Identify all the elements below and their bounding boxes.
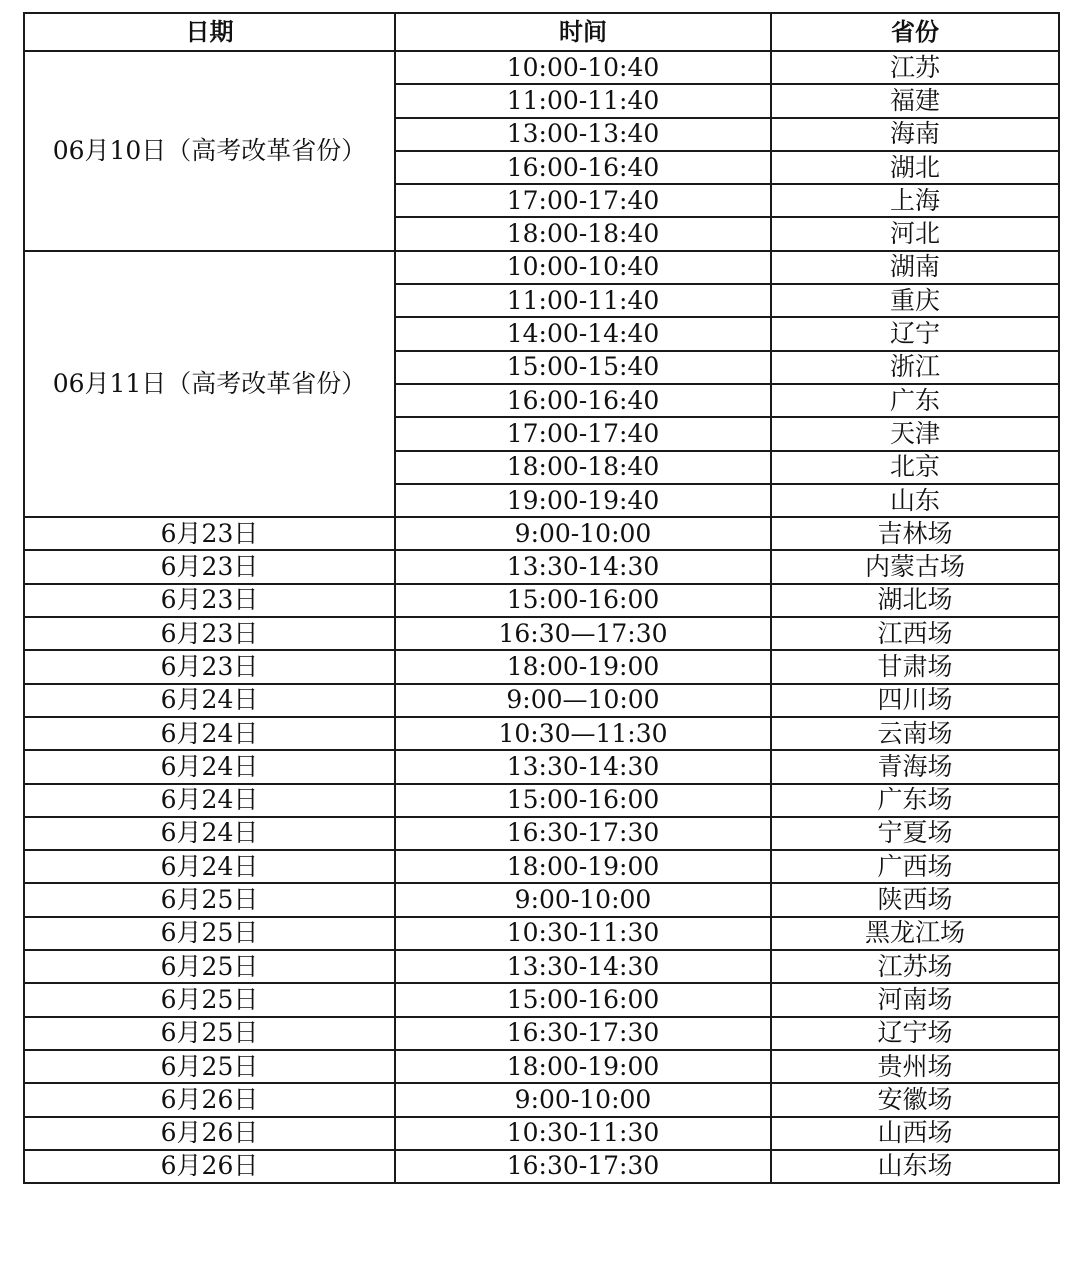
time-cell: 15:00-16:00 (395, 784, 771, 817)
table-row (24, 684, 1059, 717)
header-time: 时间 (395, 13, 771, 51)
date-cell: 6月25日 (24, 1050, 395, 1083)
time-cell: 13:30-14:30 (395, 750, 771, 783)
time-cell: 11:00-11:40 (395, 84, 771, 117)
province-cell: 广西场 (771, 850, 1059, 883)
table-row (24, 950, 1059, 983)
time-cell: 19:00-19:40 (395, 484, 771, 517)
time-cell: 16:30—17:30 (395, 617, 771, 650)
province-cell: 陕西场 (771, 883, 1059, 916)
time-cell: 11:00-11:40 (395, 284, 771, 317)
time-cell: 16:00-16:40 (395, 151, 771, 184)
province-cell: 福建 (771, 84, 1059, 117)
table-row (24, 550, 1059, 583)
table-row (24, 1017, 1059, 1050)
province-cell: 宁夏场 (771, 817, 1059, 850)
date-cell: 6月23日 (24, 550, 395, 583)
time-cell: 16:30-17:30 (395, 817, 771, 850)
date-cell: 6月23日 (24, 584, 395, 617)
table-row (24, 1150, 1059, 1183)
time-cell: 10:30-11:30 (395, 917, 771, 950)
date-cell: 6月24日 (24, 717, 395, 750)
header-date: 日期 (24, 13, 395, 51)
time-cell: 10:30—11:30 (395, 717, 771, 750)
table-row (24, 750, 1059, 783)
time-cell: 9:00-10:00 (395, 1083, 771, 1116)
time-cell: 18:00-19:00 (395, 1050, 771, 1083)
date-group-cell: 06月10日（高考改革省份） (24, 51, 395, 251)
time-cell: 10:30-11:30 (395, 1117, 771, 1150)
province-cell: 湖北场 (771, 584, 1059, 617)
province-cell: 内蒙古场 (771, 550, 1059, 583)
province-cell: 山东 (771, 484, 1059, 517)
province-cell: 天津 (771, 417, 1059, 450)
time-cell: 9:00-10:00 (395, 883, 771, 916)
table-row (24, 717, 1059, 750)
province-cell: 河北 (771, 217, 1059, 250)
date-cell: 6月24日 (24, 850, 395, 883)
table-row (24, 917, 1059, 950)
time-cell: 16:30-17:30 (395, 1150, 771, 1183)
time-cell: 10:00-10:40 (395, 51, 771, 84)
table-row (24, 983, 1059, 1016)
province-cell: 江苏场 (771, 950, 1059, 983)
time-cell: 17:00-17:40 (395, 417, 771, 450)
province-cell: 辽宁 (771, 317, 1059, 350)
province-cell: 北京 (771, 451, 1059, 484)
date-group-cell: 06月11日（高考改革省份） (24, 251, 395, 517)
time-cell: 17:00-17:40 (395, 184, 771, 217)
header-row (24, 13, 1059, 51)
date-cell: 6月24日 (24, 684, 395, 717)
province-cell: 浙江 (771, 351, 1059, 384)
table-row (24, 517, 1059, 550)
table-row (24, 850, 1059, 883)
date-cell: 6月26日 (24, 1150, 395, 1183)
table-row (24, 617, 1059, 650)
province-cell: 云南场 (771, 717, 1059, 750)
province-cell: 贵州场 (771, 1050, 1059, 1083)
date-cell: 6月26日 (24, 1117, 395, 1150)
table-row (24, 784, 1059, 817)
province-cell: 吉林场 (771, 517, 1059, 550)
province-cell: 辽宁场 (771, 1017, 1059, 1050)
province-cell: 重庆 (771, 284, 1059, 317)
province-cell: 广东场 (771, 784, 1059, 817)
time-cell: 16:30-17:30 (395, 1017, 771, 1050)
date-cell: 6月24日 (24, 750, 395, 783)
table-row (24, 650, 1059, 683)
table-row (24, 1117, 1059, 1150)
time-cell: 18:00-18:40 (395, 217, 771, 250)
time-cell: 15:00-16:00 (395, 584, 771, 617)
table-body (24, 51, 1059, 1183)
province-cell: 上海 (771, 184, 1059, 217)
time-cell: 15:00-16:00 (395, 983, 771, 1016)
time-cell: 16:00-16:40 (395, 384, 771, 417)
table-row (24, 1050, 1059, 1083)
time-cell: 9:00—10:00 (395, 684, 771, 717)
date-cell: 6月26日 (24, 1083, 395, 1116)
date-cell: 6月23日 (24, 650, 395, 683)
province-cell: 江苏 (771, 51, 1059, 84)
time-cell: 13:30-14:30 (395, 950, 771, 983)
time-cell: 15:00-15:40 (395, 351, 771, 384)
province-cell: 河南场 (771, 983, 1059, 1016)
date-cell: 6月23日 (24, 617, 395, 650)
time-cell: 18:00-19:00 (395, 850, 771, 883)
province-cell: 山东场 (771, 1150, 1059, 1183)
province-cell: 甘肃场 (771, 650, 1059, 683)
time-cell: 13:00-13:40 (395, 118, 771, 151)
province-cell: 黑龙江场 (771, 917, 1059, 950)
table-row (24, 883, 1059, 916)
date-cell: 6月25日 (24, 883, 395, 916)
time-cell: 14:00-14:40 (395, 317, 771, 350)
schedule-table (23, 12, 1060, 1184)
time-cell: 18:00-19:00 (395, 650, 771, 683)
table-row (24, 1083, 1059, 1116)
header-province: 省份 (771, 13, 1059, 51)
date-cell: 6月25日 (24, 1017, 395, 1050)
province-cell: 广东 (771, 384, 1059, 417)
province-cell: 青海场 (771, 750, 1059, 783)
table-row (24, 584, 1059, 617)
date-cell: 6月25日 (24, 917, 395, 950)
province-cell: 江西场 (771, 617, 1059, 650)
date-cell: 6月25日 (24, 950, 395, 983)
date-cell: 6月24日 (24, 817, 395, 850)
date-cell: 6月24日 (24, 784, 395, 817)
province-cell: 安徽场 (771, 1083, 1059, 1116)
province-cell: 湖北 (771, 151, 1059, 184)
table-row (24, 251, 1059, 284)
province-cell: 海南 (771, 118, 1059, 151)
table-row (24, 817, 1059, 850)
date-cell: 6月25日 (24, 983, 395, 1016)
time-cell: 10:00-10:40 (395, 251, 771, 284)
province-cell: 四川场 (771, 684, 1059, 717)
province-cell: 山西场 (771, 1117, 1059, 1150)
time-cell: 13:30-14:30 (395, 550, 771, 583)
province-cell: 湖南 (771, 251, 1059, 284)
date-cell: 6月23日 (24, 517, 395, 550)
time-cell: 9:00-10:00 (395, 517, 771, 550)
time-cell: 18:00-18:40 (395, 451, 771, 484)
table-row (24, 51, 1059, 84)
